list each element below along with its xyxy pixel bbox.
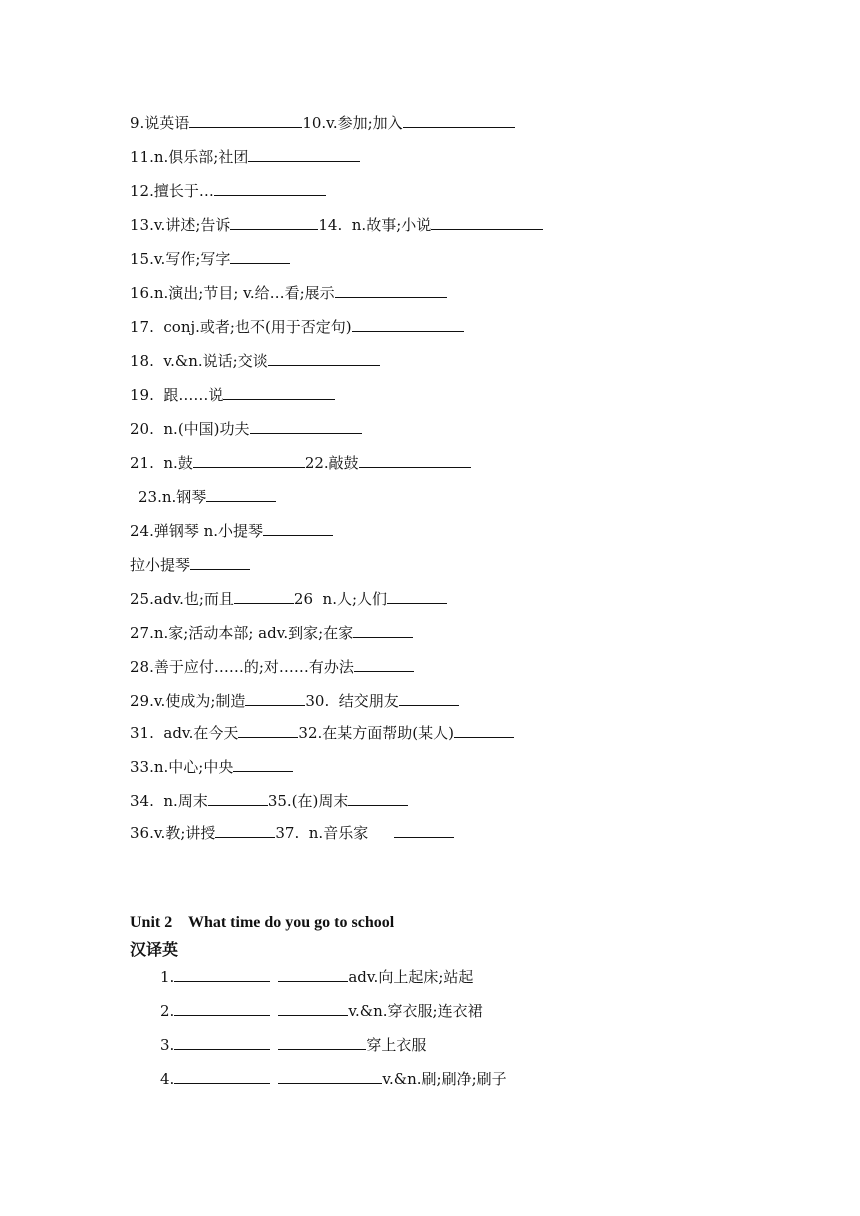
vocab-prompt: 33.n.中心;中央 — [130, 758, 234, 776]
vocab-prompt: 拉小提琴 — [130, 556, 191, 574]
unit2-item — [160, 1034, 426, 1055]
vocab-line — [130, 112, 515, 133]
answer-blank[interactable] — [278, 1000, 348, 1016]
vocab-prompt: 34. n.周末 — [130, 792, 208, 810]
vocab-prompt: 17. conj.或者;也不(用于否定句) — [130, 318, 352, 336]
answer-blank[interactable] — [189, 112, 302, 128]
answer-blank[interactable] — [354, 656, 414, 672]
vocab-prompt: 35.(在)周末 — [267, 792, 349, 810]
answer-blank[interactable] — [335, 282, 447, 298]
vocab-prompt: 19. 跟……说 — [130, 386, 224, 404]
vocab-line — [130, 520, 333, 541]
answer-blank[interactable] — [238, 722, 298, 738]
vocab-line — [130, 180, 326, 201]
vocab-prompt: 32.在某方面帮助(某人) — [298, 724, 454, 742]
answer-blank[interactable] — [431, 214, 543, 230]
answer-blank[interactable] — [403, 112, 515, 128]
answer-blank[interactable] — [223, 384, 335, 400]
answer-blank[interactable] — [174, 1034, 270, 1050]
vocab-line — [130, 452, 471, 473]
section-label: 汉译英 — [130, 940, 179, 959]
unit2-item — [160, 1068, 507, 1089]
item-number: 2. — [160, 1002, 175, 1020]
vocab-prompt: 12.擅长于… — [130, 182, 214, 200]
vocab-prompt: 21. n.鼓 — [130, 454, 193, 472]
vocab-line — [130, 656, 414, 677]
answer-blank[interactable] — [234, 588, 294, 604]
vocab-prompt: 31. adv.在今天 — [130, 724, 239, 742]
vocab-line — [130, 282, 447, 303]
answer-blank[interactable] — [248, 146, 360, 162]
answer-blank[interactable] — [174, 1068, 270, 1084]
answer-blank[interactable] — [233, 756, 293, 772]
answer-blank[interactable] — [387, 588, 447, 604]
vocab-prompt: 16.n.演出;节目; v.给…看;展示 — [130, 284, 335, 302]
answer-blank[interactable] — [454, 722, 514, 738]
vocab-prompt: 28.善于应付……的;对……有办法 — [130, 658, 354, 676]
answer-blank[interactable] — [174, 966, 270, 982]
answer-blank[interactable] — [206, 486, 276, 502]
vocab-line — [130, 822, 454, 843]
unit2-item — [160, 966, 473, 987]
vocab-prompt: 29.v.使成为;制造 — [130, 692, 246, 710]
vocab-prompt: 14. n.故事;小说 — [318, 216, 432, 234]
vocab-prompt: 20. n.(中国)功夫 — [130, 420, 250, 438]
answer-blank[interactable] — [359, 452, 471, 468]
item-meaning: v.&n.刷;刷净;刷子 — [382, 1070, 507, 1088]
vocab-line — [130, 248, 290, 269]
item-number: 4. — [160, 1070, 175, 1088]
item-meaning: adv.向上起床;站起 — [348, 968, 474, 986]
vocab-prompt: 26 n.人;人们 — [293, 590, 388, 608]
answer-blank[interactable] — [394, 822, 454, 838]
vocab-line — [130, 756, 293, 777]
answer-blank[interactable] — [352, 316, 464, 332]
vocab-prompt: 23.n.钢琴 — [138, 488, 207, 506]
vocab-line — [130, 790, 408, 811]
vocab-line — [130, 588, 447, 609]
vocab-line — [130, 214, 543, 235]
answer-blank[interactable] — [215, 822, 275, 838]
vocab-prompt: 27.n.家;活动本部; adv.到家;在家 — [130, 624, 354, 642]
answer-blank[interactable] — [230, 248, 290, 264]
item-meaning: 穿上衣服 — [366, 1036, 427, 1054]
answer-blank[interactable] — [193, 452, 305, 468]
item-number: 1. — [160, 968, 175, 986]
vocab-line — [130, 418, 362, 439]
vocab-line — [138, 486, 276, 507]
answer-blank[interactable] — [353, 622, 413, 638]
vocab-prompt: 25.adv.也;而且 — [130, 590, 234, 608]
vocab-prompt: 15.v.写作;写字 — [130, 250, 231, 268]
unit2-item — [160, 1000, 483, 1021]
vocab-prompt: 22.敲鼓 — [304, 454, 359, 472]
answer-blank[interactable] — [278, 966, 348, 982]
vocab-line — [130, 350, 380, 371]
vocab-prompt: 9.说英语 — [130, 114, 190, 132]
vocab-line — [130, 384, 335, 405]
answer-blank[interactable] — [278, 1034, 366, 1050]
vocab-prompt: 37. n.音乐家 — [275, 824, 369, 842]
vocab-line — [130, 722, 514, 743]
vocab-line — [130, 146, 360, 167]
item-meaning: v.&n.穿衣服;连衣裙 — [348, 1002, 483, 1020]
vocab-line — [130, 554, 250, 575]
answer-blank[interactable] — [230, 214, 318, 230]
vocab-prompt: 13.v.讲述;告诉 — [130, 216, 231, 234]
answer-blank[interactable] — [399, 690, 459, 706]
answer-blank[interactable] — [245, 690, 305, 706]
vocab-prompt: 11.n.俱乐部;社团 — [130, 148, 249, 166]
answer-blank[interactable] — [190, 554, 250, 570]
answer-blank[interactable] — [174, 1000, 270, 1016]
vocab-prompt: 18. v.&n.说话;交谈 — [130, 352, 268, 370]
answer-blank[interactable] — [278, 1068, 382, 1084]
vocab-line — [130, 622, 413, 643]
answer-blank[interactable] — [208, 790, 268, 806]
vocab-line — [130, 690, 459, 711]
item-number: 3. — [160, 1036, 175, 1054]
vocab-line — [130, 316, 464, 337]
vocab-prompt: 36.v.教;讲授 — [130, 824, 216, 842]
answer-blank[interactable] — [214, 180, 326, 196]
unit-2-title: Unit 2 What time do you go to school — [130, 914, 395, 931]
answer-blank[interactable] — [263, 520, 333, 536]
vocab-prompt: 24.弹钢琴 n.小提琴 — [130, 522, 264, 540]
answer-blank[interactable] — [250, 418, 362, 434]
answer-blank[interactable] — [268, 350, 380, 366]
vocab-prompt: 30. 结交朋友 — [305, 692, 399, 710]
vocab-prompt: 10.v.参加;加入 — [302, 114, 403, 132]
answer-blank[interactable] — [348, 790, 408, 806]
